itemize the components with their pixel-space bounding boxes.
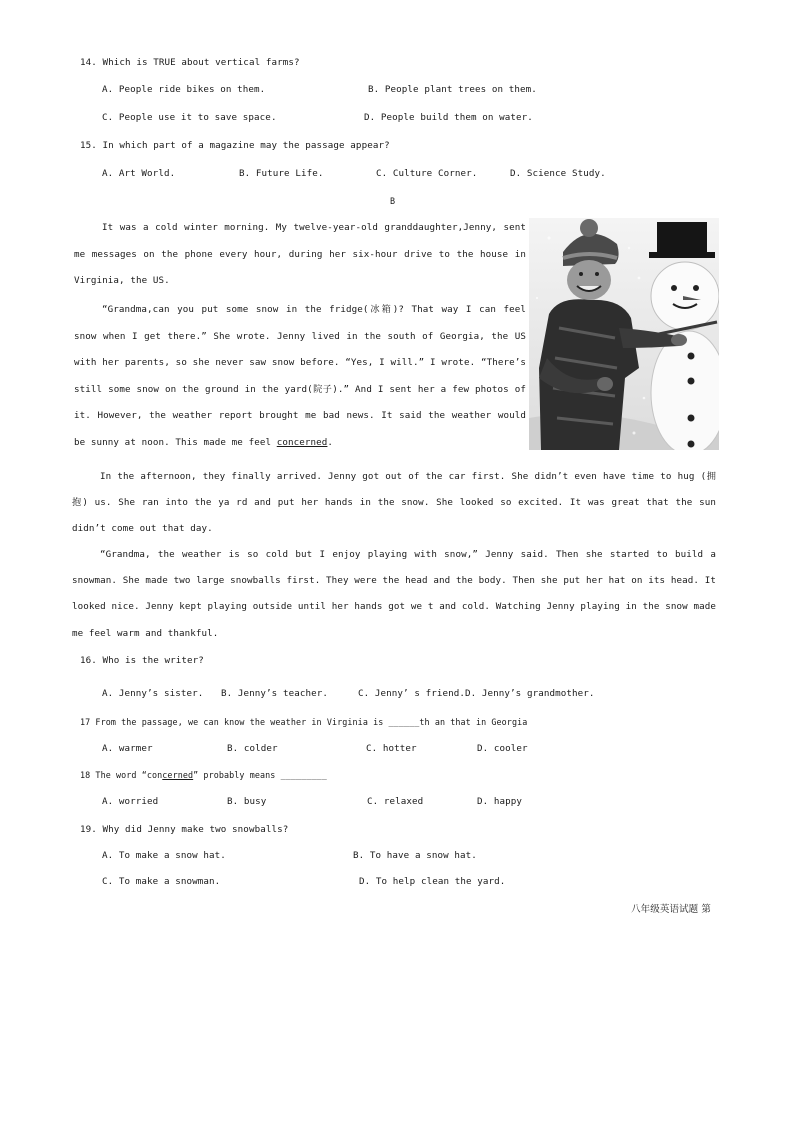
q18-option-b: B. busy	[227, 796, 267, 807]
q14-option-b: B. People plant trees on them.	[368, 84, 537, 95]
q14-option-d: D. People build them on water.	[364, 112, 533, 123]
passage-paragraph-2-text: “Grandma,can you put some snow in the fridge(冰箱)? That way I can feel snow when I get there.” She wrote. Jenny lived in the south of Georgia, the US with her parents, so she never saw snow before. “Yes, I will.” I wrote. “There’s still some snow on the ground in the yard(院子).” And I sent her a few photos of it. However, the weather report brought me bad news. It said the weather would be sunny at noon. This made me feel	[74, 304, 526, 448]
page-footer: 八年级英语试题 第	[631, 904, 711, 915]
q18-blank: _________	[280, 770, 327, 780]
underlined-word-concerned: concerned	[276, 436, 328, 448]
q19-option-b: B. To have a snow hat.	[353, 850, 477, 861]
q17-blank: ______	[388, 717, 420, 727]
q18-option-c: C. relaxed	[367, 796, 424, 807]
q17-option-c: C. hotter	[366, 743, 417, 754]
q15-option-d: D. Science Study.	[510, 168, 606, 179]
question-16: 16. Who is the writer?	[80, 655, 204, 666]
passage-paragraph-3: In the afternoon, they finally arrived. Jenny got out of the car first. She didn’t even have time to hug (拥抱) us. She ran into the ya rd and put her hands in the snow. She looked so excited. It was great that the sun didn’t come out that day.	[72, 471, 716, 535]
q19-option-c: C. To make a snowman.	[102, 876, 221, 887]
question-18	[80, 770, 327, 780]
section-label: B	[390, 196, 396, 206]
photo-girl-with-snowman	[529, 218, 719, 450]
q18-option-a: A. worried	[102, 796, 159, 807]
question-14: 14. Which is TRUE about vertical farms?	[80, 57, 300, 68]
q18-text-pre: 18 The word “con	[80, 770, 163, 780]
question-15: 15. In which part of a magazine may the passage appear?	[80, 140, 390, 151]
q17-text-post: th an that in Georgia	[419, 717, 528, 727]
q15-option-b: B. Future Life.	[239, 168, 324, 179]
q14-option-a: A. People ride bikes on them.	[102, 84, 266, 95]
q15-option-c: C. Culture Corner.	[376, 168, 478, 179]
q18-underlined: cerned	[162, 770, 194, 780]
passage-paragraph-2	[74, 297, 526, 456]
passage-paragraph-2-end: .	[327, 436, 334, 448]
passage-paragraph-1: It was a cold winter morning. My twelve-year-old granddaughter,Jenny, sent me messages on the phone every hour, during her six-hour drive to the house in Virginia, the US.	[74, 222, 526, 286]
q18-text-post: ” probably means	[193, 770, 281, 780]
q17-option-b: B. colder	[227, 743, 278, 754]
q19-option-a: A. To make a snow hat.	[102, 850, 226, 861]
q17-text-pre: 17 From the passage, we can know the weather in Virginia is	[80, 717, 389, 727]
passage-paragraph-4: “Grandma, the weather is so cold but I enjoy playing with snow,” Jenny said. Then she started to build a snowman. She made two large snowballs first. They were the head and the body. Then she put her hat on its head. It looked nice. Jenny kept playing outside until her hands got we t and cold. Watching Jenny playing in the snow made me feel warm and thankful.	[72, 549, 716, 639]
q16-option-c-d: C. Jenny’ s friend.D. Jenny’s grandmother.	[358, 688, 595, 699]
q16-option-a: A. Jenny’s sister.	[102, 688, 204, 699]
q16-option-b: B. Jenny’s teacher.	[221, 688, 328, 699]
q18-option-d: D. happy	[477, 796, 523, 807]
question-19: 19. Why did Jenny make two snowballs?	[80, 824, 289, 835]
q15-option-a: A. Art World.	[102, 168, 176, 179]
q19-option-d: D. To help clean the yard.	[359, 876, 506, 887]
question-17	[80, 717, 527, 727]
q17-option-d: D. cooler	[477, 743, 528, 754]
q14-option-c: C. People use it to save space.	[102, 112, 277, 123]
q17-option-a: A. warmer	[102, 743, 153, 754]
